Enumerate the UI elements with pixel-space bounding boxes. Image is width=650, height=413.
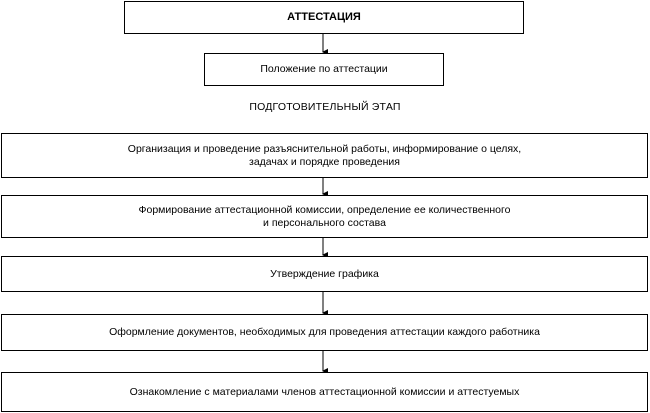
- step-4-line-1: Оформление документов, необходимых для проведения аттестации каждого работника: [109, 326, 540, 338]
- attestation-title: АТТЕСТАЦИЯ: [287, 11, 361, 23]
- step-box-2: [1, 195, 648, 238]
- regulation-box: [204, 53, 444, 86]
- regulation-label: Положение по аттестации: [260, 63, 388, 75]
- step-box-1: [1, 133, 648, 178]
- step-2-line-2: и персонального состава: [263, 216, 386, 229]
- step-box-3: [1, 256, 648, 292]
- stage-heading: ПОДГОТОВИТЕЛЬНЫЙ ЭТАП: [249, 101, 401, 113]
- step-box-4: [1, 314, 648, 351]
- step-1-line-1: Организация и проведение разъяснительной работы, информирование о целях,: [127, 142, 522, 155]
- step-2-line-1: Формирование аттестационной комиссии, определение ее количественного: [138, 203, 511, 216]
- step-1-line-2: задачах и порядке проведения: [249, 155, 400, 168]
- step-box-5: [1, 372, 648, 412]
- step-3-line-1: Утверждение графика: [270, 267, 379, 280]
- attestation-title-box: [124, 1, 524, 34]
- step-5-line-1: Ознакомление с материалами членов аттестационной комиссии и аттестуемых: [129, 385, 520, 398]
